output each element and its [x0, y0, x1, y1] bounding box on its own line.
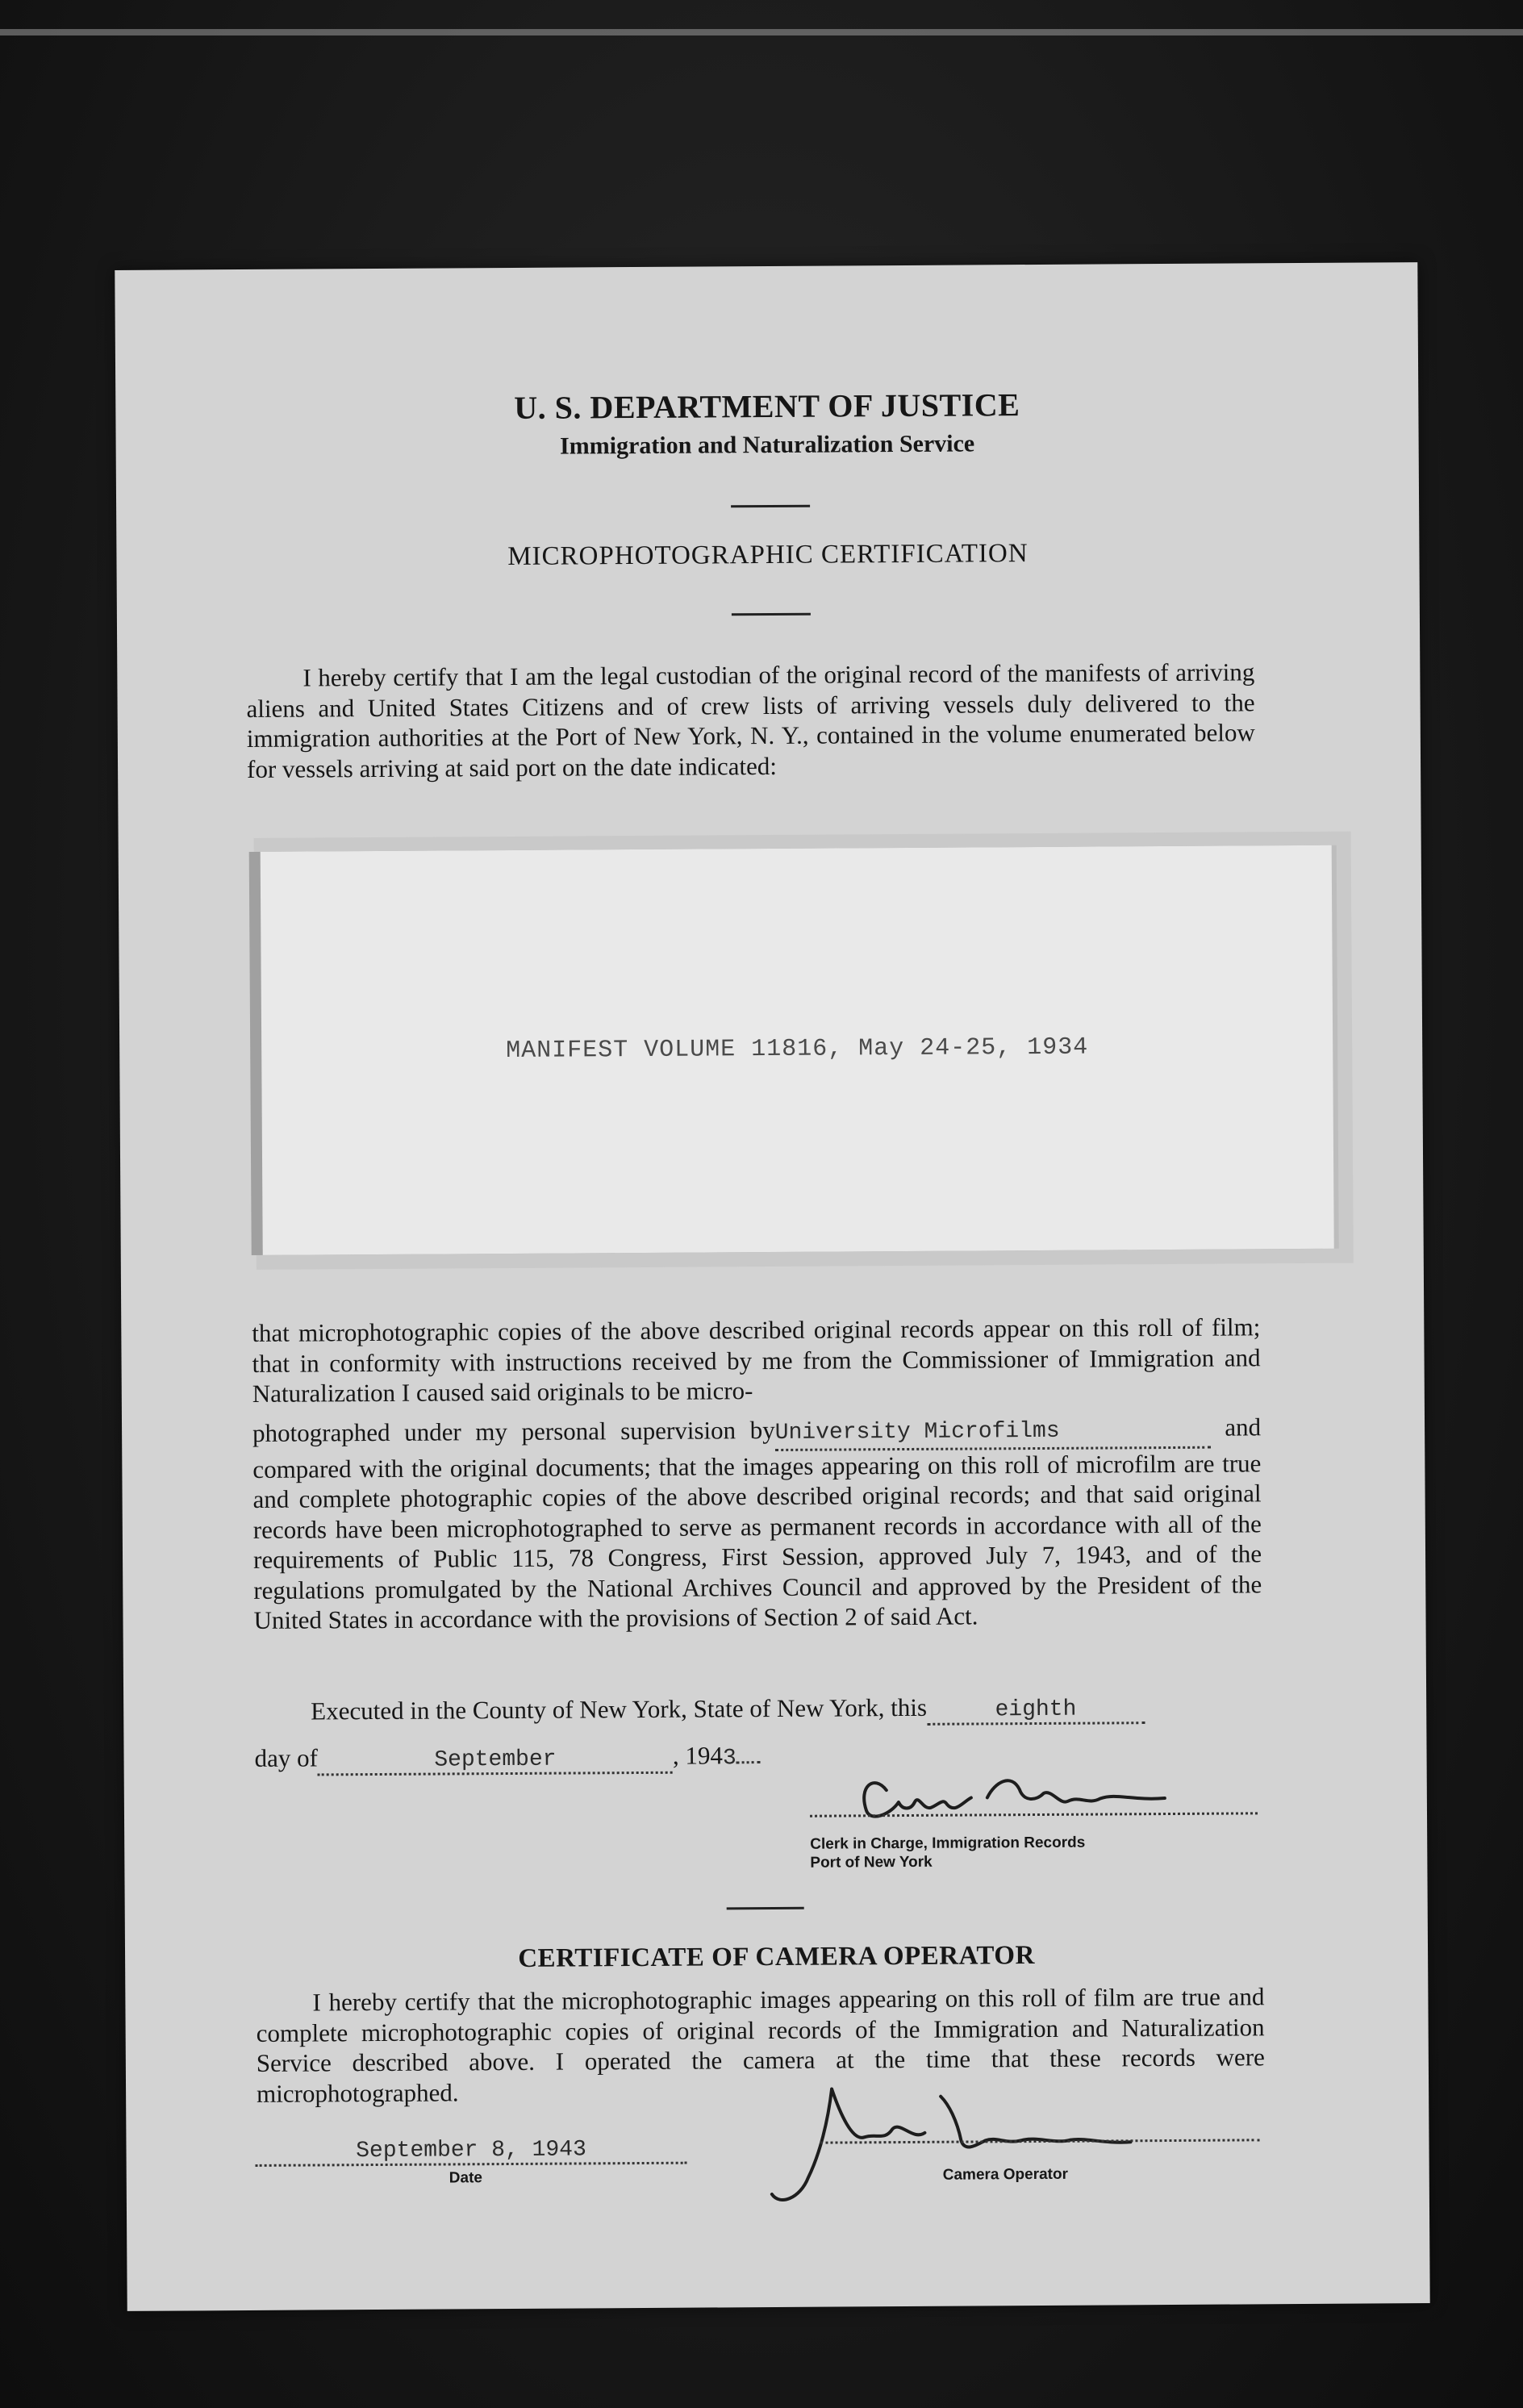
date-label: Date: [449, 2169, 482, 2187]
operator-date-value: September 8, 1943: [356, 2137, 586, 2164]
camera-certificate-title: CERTIFICATE OF CAMERA OPERATOR: [518, 1941, 1035, 1973]
filmed-by-value: University Microfilms: [774, 1418, 1060, 1446]
agency-heading: U. S. DEPARTMENT OF JUSTICE: [514, 386, 1020, 426]
body-text-part1: that microphotographic copies of the above described original records appear on this roll of film; that in conformity with instructions received by me from the Commissioner of Immigration and Naturalization I caused said originals to be micro-: [252, 1313, 1261, 1408]
volume-slip: [261, 845, 1334, 1255]
clerk-title: [810, 1834, 1085, 1872]
body-text-part2: and compared with the original documents; that the images appearing on this roll of microfilm are true and complete photographic copies of the above described original records; and that said original records have been microphotographed to serve as permanent records in accordance with all of the requirements of Public 115, 78 Congress, First Session, approved July 7, 1943, and of the regulations promulgated by the National Archives Council and approved by the President of the United States in accordance with the provisions of Section 2 of said Act.: [252, 1413, 1262, 1634]
body-paragraph: [252, 1312, 1261, 1408]
intro-text: I hereby certify that I am the legal custodian of the original record of the manifests of arriving aliens and United States Citizens and of crew lists of arriving vessels duly delivered to the immigration authorities at the Port of New York, N. Y., contained in the volume enumerated below for vessels arriving at said port on the date indicated:: [246, 657, 1255, 783]
intro-paragraph: [246, 657, 1255, 784]
clerk-signature: [802, 1764, 1189, 1831]
service-subheading: Immigration and Naturalization Service: [559, 430, 975, 460]
clerk-title-line1: Clerk in Charge, Immigration Records: [810, 1834, 1086, 1853]
certification-title: MICROPHOTOGRAPHIC CERTIFICATION: [507, 539, 1029, 571]
camera-text: I hereby certify that the microphotographic images appearing on this roll of film are true and complete microphotographic copies of original records of the Immigration and Naturalization Service described above. I operated the camera at the time that these records were microphotographed.: [256, 1982, 1265, 2108]
manifest-volume-label: MANIFEST VOLUME 11816, May 24-25, 1934: [506, 1033, 1089, 1066]
operator-date-field: [255, 2137, 686, 2167]
operator-label: Camera Operator: [942, 2165, 1069, 2184]
supervision-line: [252, 1412, 1262, 1635]
execution-line: [311, 1692, 1145, 1729]
day-of-label: day of: [254, 1743, 319, 1772]
divider: [732, 613, 811, 616]
execution-day: eighth: [995, 1696, 1077, 1723]
supervision-prefix: photographed under my personal supervision by: [252, 1415, 775, 1447]
year-prefix: , 194: [672, 1741, 723, 1770]
clerk-title-line2: Port of New York: [810, 1853, 933, 1872]
divider: [731, 505, 810, 508]
certificate-page: [115, 262, 1429, 2311]
divider: [727, 1907, 804, 1910]
film-edge: [0, 29, 1523, 35]
execution-prefix: Executed in the County of New York, State of New York, this: [311, 1692, 928, 1726]
execution-month: September: [434, 1747, 557, 1773]
year-digit: 3: [722, 1746, 736, 1772]
date-line: [254, 1741, 760, 1776]
